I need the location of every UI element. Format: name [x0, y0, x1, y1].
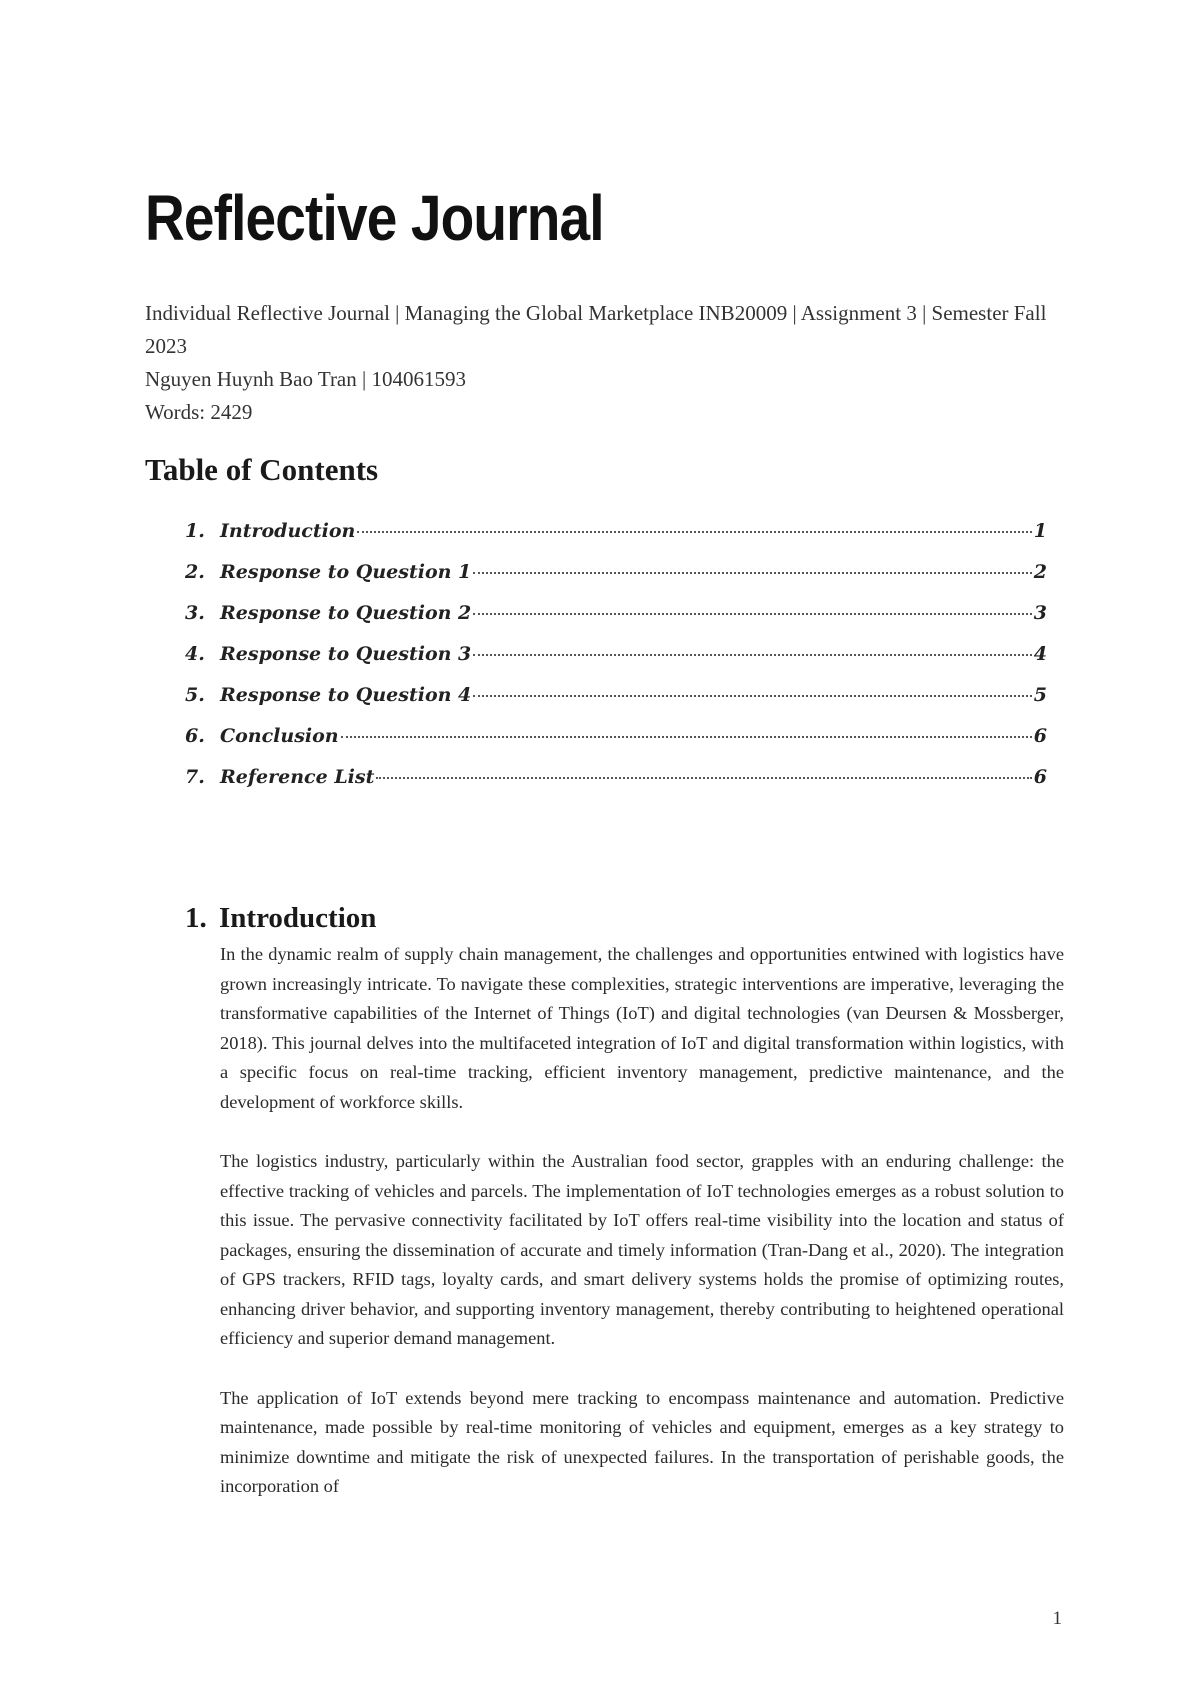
toc-item-page: 1: [1033, 520, 1047, 542]
page-number: 1: [1052, 1608, 1062, 1629]
toc-item-page: 2: [1033, 561, 1047, 583]
toc-item-number: 2.: [185, 561, 205, 583]
toc-item-question-2[interactable]: [185, 602, 1047, 643]
section-heading-introduction: [185, 898, 376, 938]
body-paragraph: In the dynamic realm of supply chain management, the challenges and opportunities entwined with logistics have grown increasingly intricate. To navigate these complexities, strategic interventions are imperative, leveraging the transformative capabilities of the Internet of Things (IoT) and digital technologies (van Deursen & Mossberger, 2018). This journal delves into the multifaceted integration of IoT and digital transformation within logistics, with a specific focus on real-time tracking, efficient inventory management, predictive maintenance, and the development of workforce skills.: [220, 944, 1064, 1112]
toc-item-conclusion[interactable]: [185, 725, 1047, 766]
toc-item-page: 5: [1033, 684, 1047, 706]
section-title: Introduction: [219, 902, 377, 934]
toc-item-label: Response to Question 2: [220, 602, 472, 624]
toc-item-number: 6.: [185, 725, 205, 747]
toc-item-page: 3: [1033, 602, 1047, 624]
toc-item-label: Response to Question 3: [220, 643, 472, 665]
toc-item-page: 6: [1033, 725, 1047, 747]
toc-dot-leader: [473, 613, 1031, 615]
word-count-line: Words: 2429: [145, 400, 253, 424]
toc-dot-leader: [376, 777, 1031, 779]
toc-item-number: 1.: [185, 520, 205, 542]
toc-item-introduction[interactable]: [185, 520, 1047, 561]
document-title: Reflective Journal: [145, 182, 604, 254]
toc-item-label: Conclusion: [220, 725, 339, 747]
body-paragraph: The application of IoT extends beyond mere tracking to encompass maintenance and automation. Predictive maintenance, made possible by real-time monitoring of vehicles and equipment, emerges as a key strategy to minimize downtime and mitigate the risk of unexpected failures. In the transportation of perishable goods, the incorporation of: [220, 1387, 1064, 1496]
toc-item-number: 3.: [185, 602, 205, 624]
toc-heading: Table of Contents: [145, 452, 379, 487]
toc-item-question-4[interactable]: [185, 684, 1047, 725]
author-line: Nguyen Huynh Bao Tran | 104061593: [145, 367, 466, 391]
toc-item-label: Introduction: [220, 520, 356, 542]
table-of-contents: [185, 520, 1047, 807]
toc-dot-leader: [473, 654, 1031, 656]
toc-item-label: Reference List: [220, 766, 375, 788]
toc-dot-leader: [341, 736, 1032, 738]
toc-item-page: 6: [1033, 766, 1047, 788]
toc-item-question-1[interactable]: [185, 561, 1047, 602]
toc-item-number: 7.: [185, 766, 205, 788]
section-body: [220, 940, 1064, 1532]
toc-item-question-3[interactable]: [185, 643, 1047, 684]
toc-item-reference-list[interactable]: [185, 766, 1047, 807]
toc-dot-leader: [473, 695, 1031, 697]
toc-dot-leader: [473, 572, 1031, 574]
toc-item-page: 4: [1033, 643, 1047, 665]
document-meta: [145, 297, 1065, 429]
toc-item-number: 5.: [185, 684, 205, 706]
body-paragraph: The logistics industry, particularly within the Australian food sector, grapples with an enduring challenge: the effective tracking of vehicles and parcels. The implementation of IoT technologies emerges as a robust solution to this issue. The pervasive connectivity facilitated by IoT offers real-time visibility into the location and status of packages, ensuring the dissemination of accurate and timely information (Tran-Dang et al., 2020). The integration of GPS trackers, RFID tags, loyalty cards, and smart delivery systems holds the promise of optimizing routes, enhancing driver behavior, and supporting inventory management, thereby contributing to heightened operational efficiency and superior demand management.: [220, 1151, 1064, 1348]
toc-item-label: Response to Question 1: [220, 561, 472, 583]
section-number: 1.: [185, 902, 207, 934]
toc-item-number: 4.: [185, 643, 205, 665]
toc-item-label: Response to Question 4: [220, 684, 472, 706]
course-info-line: Individual Reflective Journal | Managing the Global Marketplace INB20009 | Assignment 3 | Semester Fall 2023: [145, 301, 1047, 358]
toc-dot-leader: [357, 531, 1031, 533]
